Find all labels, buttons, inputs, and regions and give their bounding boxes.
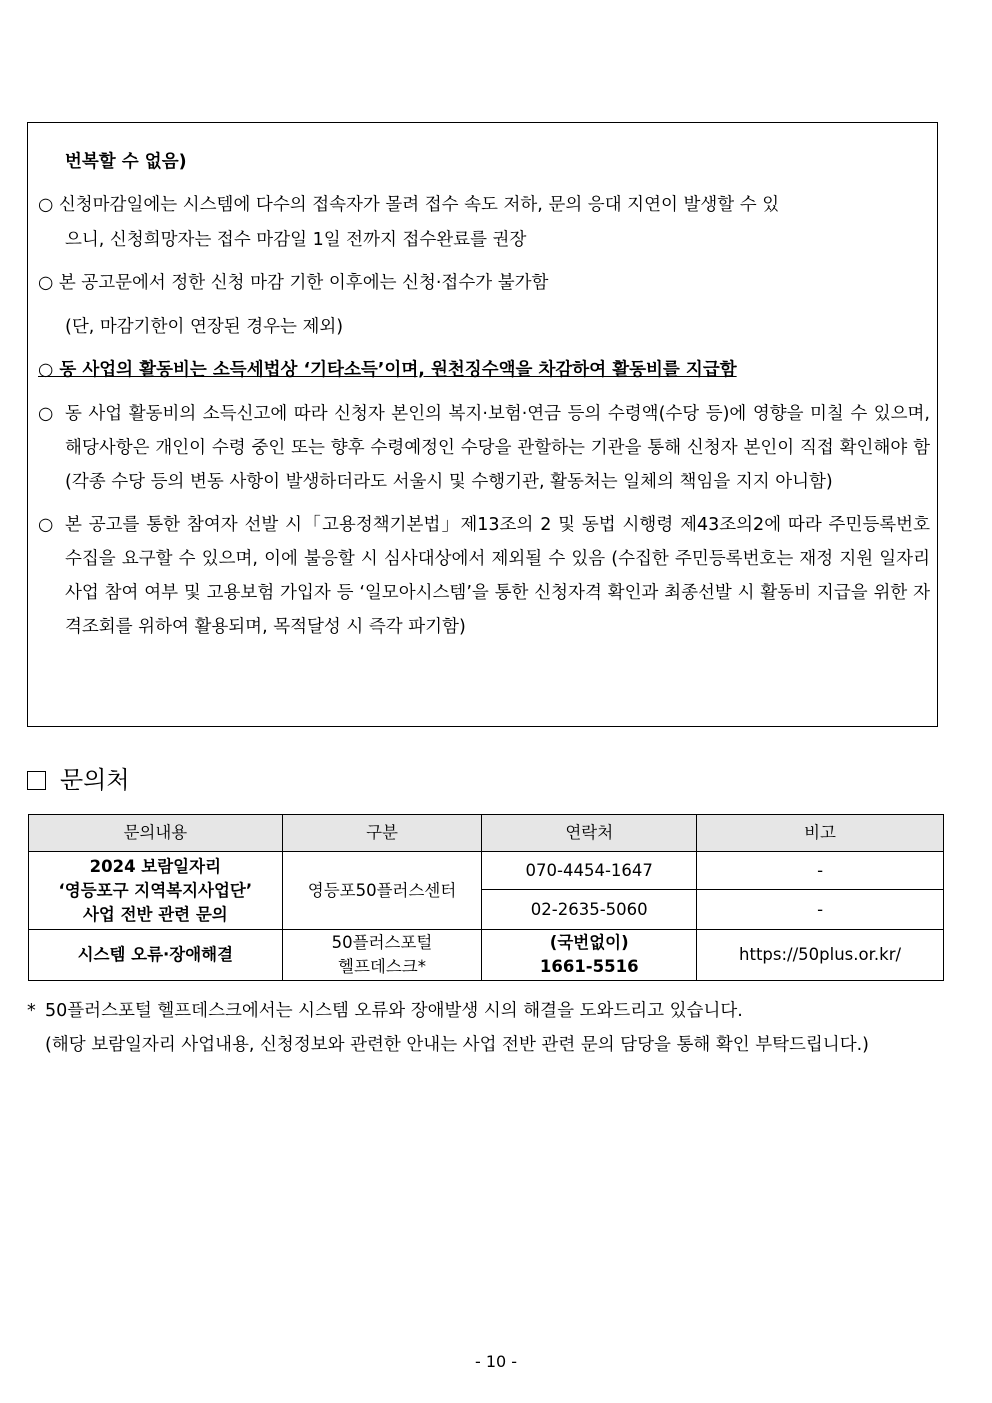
row1-subject-line: 2024 보람일자리	[89, 856, 222, 876]
row2-phone	[482, 930, 697, 981]
row2-note-link[interactable]: https://50plus.or.kr/	[697, 930, 944, 981]
row2-division	[282, 930, 482, 981]
row1-subject-line: 사업 전반 관련 문의	[82, 904, 228, 924]
row1-subject-line: ‘영등포구 지역복지사업단’	[58, 880, 253, 900]
circle-bullet-icon: ○	[38, 515, 54, 535]
row2-subject: 시스템 오류·장애해결	[29, 930, 283, 981]
row2-phone-line: (국번없이)	[549, 933, 629, 952]
notice-item-2-line2: (단, 마감기한이 연장된 경우는 제외)	[65, 317, 344, 337]
footnote-line-2: (해당 보람일자리 사업내용, 신청정보와 관련한 안내는 사업 전반 관련 문의 담당을 통해 확인 부탁드립니다.)	[45, 1035, 870, 1055]
row2-division-line: 헬프데스크*	[338, 957, 426, 976]
table-row	[29, 852, 944, 890]
notice-item-2-line1: ○ 본 공고문에서 정한 신청 마감 기한 이후에는 신청·접수가 불가함	[38, 273, 549, 293]
footnote-line-1	[27, 994, 941, 1028]
row1-phone-1: 070-4454-1647	[482, 852, 697, 890]
header-phone: 연락처	[482, 815, 697, 852]
notice-box	[27, 122, 938, 727]
notice-item-4-text: 동 사업 활동비의 소득신고에 따라 신청자 본인의 복지·보험·연금 등의 수령액(수당 등)에 영향을 미칠 수 있으며, 해당사항은 개인이 수령 중인 또는 향후 수령예정인 수당을 관할하는 기관을 통해 신청자 본인이 직접 확인해야 함 (각종 수당 등의 변동 사항이 발생하더라도 서울시 및 수행기관, 활동처는 일체의 책임을 지지 아니함)	[65, 404, 930, 492]
table-header-row	[29, 815, 944, 852]
row1-phone-2: 02-2635-5060	[482, 890, 697, 930]
contact-table	[28, 814, 944, 981]
footnote	[27, 994, 941, 1062]
notice-item-5-text: 본 공고를 통한 참여자 선발 시「고용정책기본법」제13조의 2 및 동법 시행령 제43조의2에 따라 주민등록번호 수집을 요구할 수 있으며, 이에 불응할 시 심사대상에서 제외될 수 있음 (수집한 주민등록번호는 재정 지원 일자리사업 참여 여부 및 고용보험 가입자 등 ‘일모아시스템’을 통한 신청자격 확인과 최종선발 시 활동비 지급을 위한 자격조회를 위하여 활용되며, 목적달성 시 즉각 파기함)	[65, 515, 930, 637]
row1-note-2: -	[697, 890, 944, 930]
notice-item-1-line1: ○ 신청마감일에는 시스템에 다수의 접속자가 몰려 접수 속도 저하, 문의 응대 지연이 발생할 수 있	[38, 195, 780, 215]
row2-division-line: 50플러스포털	[331, 933, 433, 952]
row1-subject	[29, 852, 283, 930]
asterisk-icon: *	[27, 1001, 36, 1021]
notice-item-5	[38, 508, 930, 644]
row1-note-1: -	[697, 852, 944, 890]
header-note: 비고	[697, 815, 944, 852]
checkbox-square-icon	[27, 771, 46, 790]
contact-heading-text: 문의처	[60, 766, 130, 794]
page-number: - 10 -	[474, 1352, 518, 1371]
header-subject: 문의내용	[29, 815, 283, 852]
notice-item-4	[38, 397, 930, 499]
notice-item-3: ○ 동 사업의 활동비는 소득세법상 ‘기타소득’이며, 원천징수액을 차감하여 활동비를 지급함	[38, 360, 737, 380]
notice-continuation: 번복할 수 없음)	[65, 152, 187, 172]
notice-item-1-line2: 으니, 신청희망자는 접수 마감일 1일 전까지 접수완료를 권장	[65, 230, 527, 250]
circle-bullet-icon: ○	[38, 404, 54, 424]
table-row	[29, 930, 944, 981]
contact-section-heading	[27, 763, 130, 797]
footnote-line-1-text: 50플러스포털 헬프데스크에서는 시스템 오류와 장애발생 시의 해결을 도와드리고 있습니다.	[45, 1001, 743, 1021]
row2-phone-line: 1661-5516	[539, 957, 639, 976]
row1-division: 영등포50플러스센터	[282, 852, 482, 930]
header-division: 구분	[282, 815, 482, 852]
